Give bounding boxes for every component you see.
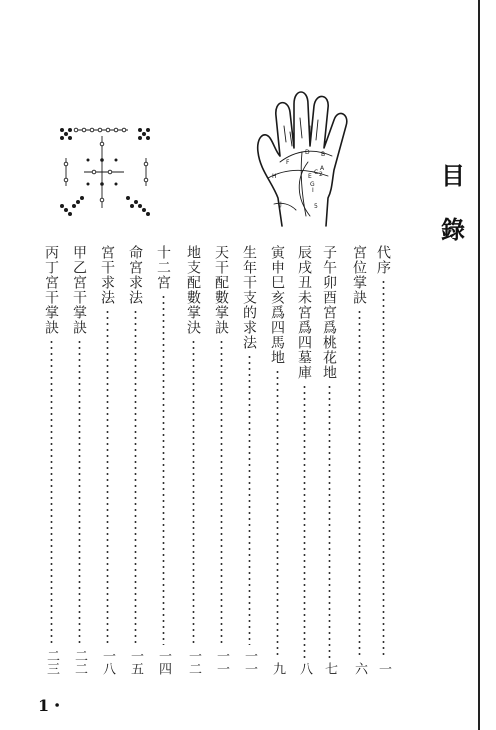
toc-entry-title: 辰戌丑未宮爲四墓庫: [296, 245, 312, 380]
toc-entry-title: 子午卯酉宮爲桃花地: [321, 245, 337, 380]
toc-entry: [42, 245, 60, 675]
svg-text:C: C: [314, 169, 319, 176]
toc-page-number: 八: [297, 662, 312, 675]
toc-entry: [126, 245, 144, 675]
toc-entry: [98, 245, 116, 675]
title-char-2: 錄: [441, 216, 465, 244]
svg-text:J: J: [280, 201, 282, 208]
toc-entry-title: 甲乙宮干掌訣: [71, 245, 87, 335]
svg-text:5: 5: [314, 203, 318, 210]
dot-leader: [162, 294, 165, 645]
toc-entry: [268, 245, 286, 675]
toc-entry-title: 十二宮: [155, 245, 171, 290]
dot-leader: [358, 309, 361, 658]
toc-entry: [184, 245, 202, 675]
toc-page-number: 一八: [100, 649, 115, 675]
svg-text:E: E: [308, 173, 312, 180]
title-char-1: 目: [441, 162, 465, 190]
page-folio: 1・: [38, 696, 66, 715]
dot-leader: [220, 339, 223, 645]
dot-leader: [50, 339, 53, 645]
toc-entry: [295, 245, 313, 675]
toc-page-number: 九: [270, 662, 285, 675]
dot-leader: [303, 384, 306, 658]
toc-entry-title: 宮位掌訣: [351, 245, 367, 305]
toc-entry-title: 生年干支的求法: [241, 245, 257, 350]
dot-leader: [106, 309, 109, 645]
svg-text:B: B: [321, 151, 326, 158]
toc-entry-title: 地支配數掌決: [185, 245, 201, 335]
svg-text:D: D: [305, 149, 310, 156]
toc-entry-title: 代序: [375, 245, 391, 275]
palm-diagram: [248, 86, 374, 232]
svg-text:F: F: [286, 159, 290, 166]
toc-entry-title: 命宮求法: [127, 245, 143, 305]
dot-leader: [248, 354, 251, 645]
toc-entry-title: 寅申巳亥爲四馬地: [269, 245, 285, 365]
svg-text:I: I: [312, 187, 314, 194]
dot-leader: [382, 279, 385, 658]
toc-entry: [240, 245, 258, 675]
toc-entry: [350, 245, 368, 675]
toc-entry: [320, 245, 338, 675]
toc-page-number: 二三: [44, 649, 59, 675]
right-edge-rule: [478, 0, 480, 730]
dot-leader: [78, 339, 81, 645]
toc-page-number: 一一: [242, 649, 257, 675]
toc-entry: [70, 245, 88, 675]
toc-page-number: 七: [322, 662, 337, 675]
toc-page-number: 一四: [156, 649, 171, 675]
toc-entry-title: 天干配數掌訣: [213, 245, 229, 335]
toc-page-number: 一一: [214, 649, 229, 675]
svg-text:G: G: [310, 181, 315, 188]
toc-entry: [154, 245, 172, 675]
toc-page-number: 一: [376, 662, 391, 675]
dot-leader: [192, 339, 195, 645]
svg-text:A: A: [320, 165, 325, 172]
toc-page-number: 六: [352, 662, 367, 675]
river-chart-diagram: [54, 122, 158, 222]
toc-page-number: 一五: [128, 649, 143, 675]
svg-text:2: 2: [319, 171, 323, 178]
dot-leader: [134, 309, 137, 645]
toc-entry-title: 宮干求法: [99, 245, 115, 305]
toc-entry: [374, 245, 392, 675]
toc-entry: [212, 245, 230, 675]
toc-page-number: 一二: [186, 649, 201, 675]
dot-leader: [328, 384, 331, 658]
toc-page-number: 二二: [72, 649, 87, 675]
toc-entry-title: 丙丁宮干掌訣: [43, 245, 59, 335]
dot-leader: [276, 369, 279, 658]
svg-text:H: H: [272, 173, 277, 180]
